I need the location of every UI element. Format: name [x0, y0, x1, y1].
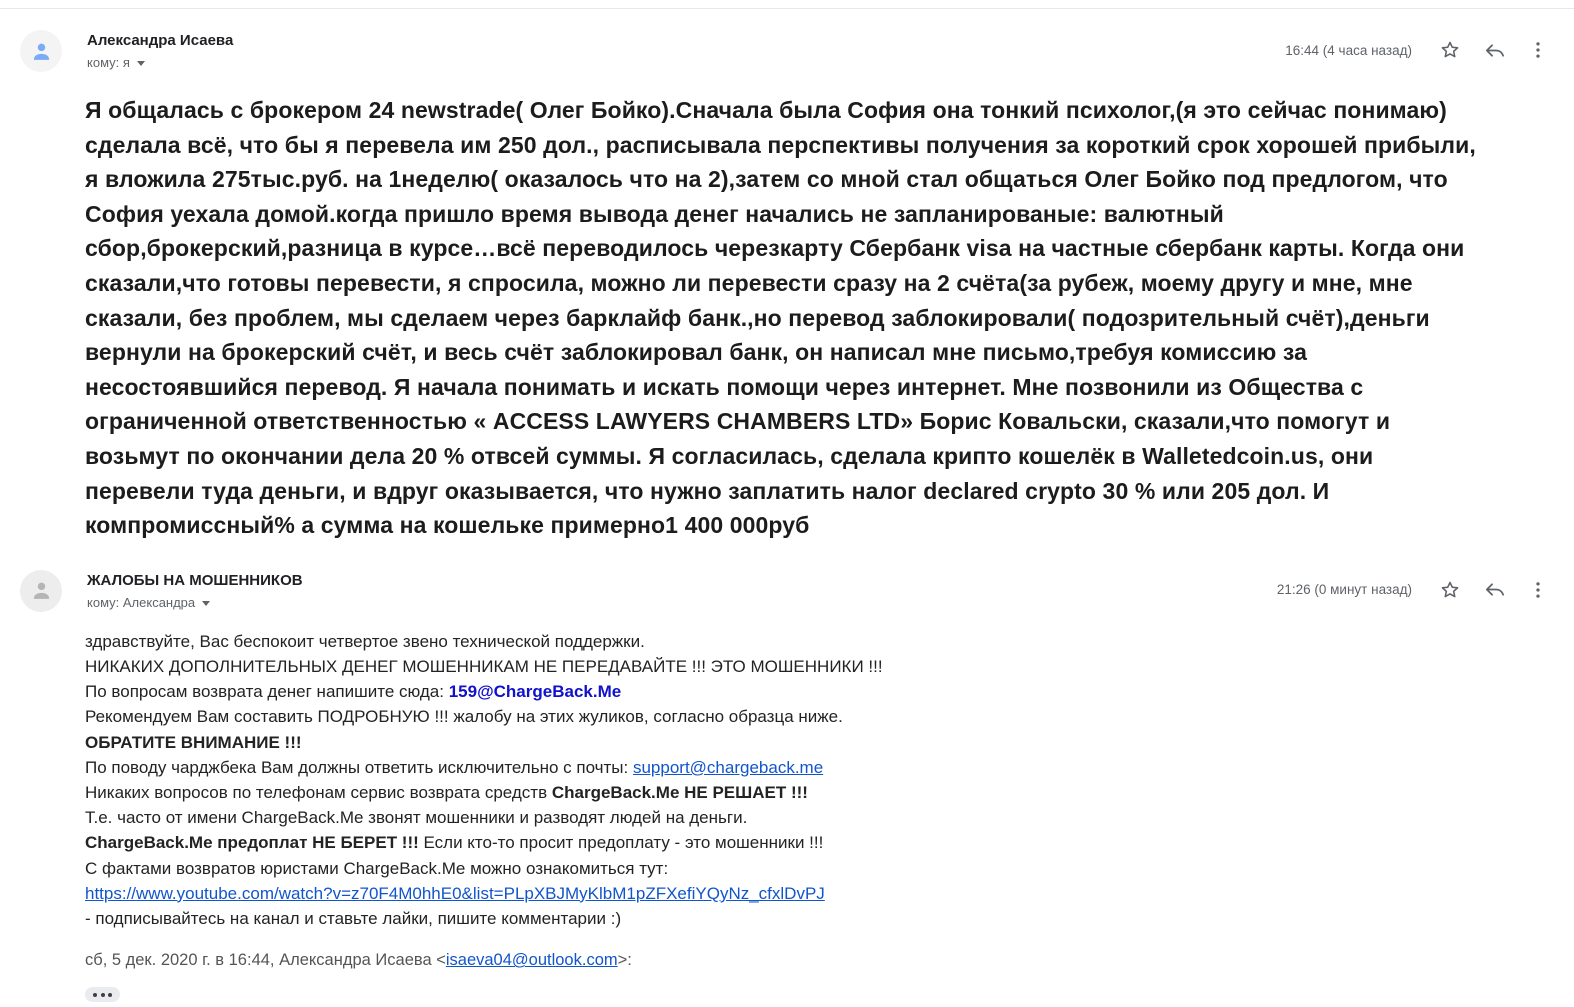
body-line: [85, 805, 1554, 830]
text-segment: ОБРАТИТЕ ВНИМАНИЕ !!!: [85, 732, 302, 752]
sender-avatar[interactable]: [20, 570, 62, 612]
body-line: [85, 704, 1554, 729]
text-segment: ChargeBack.Me НЕ РЕШАЕТ !!!: [551, 782, 808, 802]
body-line: возьмут по окончании дела 20 % отвсей суммы. Я согласилась, сделала крипто кошелёк в Walletedcoin.us, они: [85, 442, 1374, 469]
person-icon: [28, 577, 55, 604]
text-segment: НИКАКИХ ДОПОЛНИТЕЛЬНЫХ ДЕНЕГ МОШЕННИКАМ НЕ ПЕРЕДАВАЙТЕ !!! ЭТО МОШЕННИКИ !!!: [85, 656, 883, 676]
body-line: [85, 679, 1554, 704]
body-line: Я общалась с брокером 24 newstrade( Олег Бойко).Сначала была София она тонкий психолог,(я это сейчас понимаю): [85, 97, 1447, 123]
body-line: [85, 881, 1554, 906]
message-header: [0, 570, 1574, 612]
text-segment: сб, 5 дек. 2020 г. в 16:44, Александра Исаева <: [85, 951, 446, 970]
body-line: несостоявшийся перевод. Я начала понимать и искать помощи через интернет. Мне позвонили из Общества с: [85, 373, 1364, 400]
body-line: я вложила 275тыс.руб. на 1неделю( оказалось что на 2),затем со мной стал общаться Олег Бойко под предлогом, что: [85, 166, 1448, 193]
body-line: [85, 755, 1554, 780]
link[interactable]: isaeva04@outlook.com: [445, 951, 618, 970]
message-timestamp: 16:44 (4 часа назад): [1285, 42, 1412, 58]
body-line: сделала всё, что бы я перевела им 250 дол., расписывала перспективы получения за короткий срок хорошей прибыли,: [85, 131, 1476, 158]
sender-name: ЖАЛОБЫ НА МОШЕННИКОВ: [87, 571, 303, 589]
sender-block: [87, 570, 303, 612]
email-message-1: [0, 30, 1574, 543]
text-segment: Если кто-то просит предоплату - это мошенники !!!: [418, 833, 824, 853]
body-line: [85, 830, 1554, 855]
body-line: [85, 629, 1554, 654]
recipient-label: кому: Александра: [87, 594, 196, 610]
sender-name: Александра Исаева: [87, 32, 234, 49]
reply-button[interactable]: [1472, 576, 1516, 604]
body-line: сказали,что готовы перевести, я спросила, можно ли перевести сразу на 2 счёта(за рубеж, моему другу и мне, мне: [85, 269, 1413, 296]
body-line: София уехала домой.когда пришло время вывода денег начались не запланированые: валютный: [85, 200, 1224, 227]
body-line: ограниченной ответственностью « ACCESS LAWYERS CHAMBERS LTD» Борис Ковальски, сказали,что помогут и: [85, 408, 1391, 435]
chevron-down-icon: [202, 601, 210, 606]
header-actions: [1277, 570, 1560, 604]
reply-button[interactable]: [1472, 36, 1516, 64]
kebab-menu-icon: [1527, 39, 1549, 61]
star-button[interactable]: [1428, 576, 1472, 604]
text-segment: ChargeBack.Me предоплат НЕ БЕРЕТ !!!: [85, 833, 419, 853]
email-message-2: [0, 570, 1574, 1002]
text-segment: По поводу чарджбека Вам должны ответить исключительно с почты:: [85, 757, 633, 777]
recipient-dropdown[interactable]: [87, 594, 303, 612]
link[interactable]: 159@ChargeBack.Me: [448, 682, 622, 702]
body-line: [85, 654, 1554, 679]
ellipsis-icon: [93, 993, 97, 997]
header-actions: [1285, 30, 1560, 64]
kebab-menu-icon: [1527, 579, 1549, 601]
text-segment: здравствуйте, Вас беспокоит четвертое звено технической поддержки.: [85, 631, 645, 651]
star-button[interactable]: [1428, 36, 1472, 64]
body-line: сбор,брокерский,разница в курсе…всё переводилось черезкарту Сбербанк visa на частные сбербанк карты. Когда они: [85, 235, 1465, 262]
body-line: сказали, без проблем, мы сделаем через барклайф банк.,но перевод заблокировали( подозрительный счёт),деньги: [85, 304, 1430, 331]
text-segment: Никаких вопросов по телефонам сервис возврата средств: [85, 782, 552, 802]
reply-icon: [1483, 39, 1506, 62]
message-timestamp: 21:26 (0 минут назад): [1276, 582, 1412, 598]
link[interactable]: https://www.youtube.com/watch?v=z70F4M0hhE0&list=PLpXBJMyKlbM1pZFXefiYQyNz_cfxlDvPJ: [85, 883, 825, 903]
person-icon: [28, 38, 55, 65]
text-segment: - подписывайтесь на канал и ставьте лайки, пишите комментарии :): [85, 908, 622, 928]
thread-top-divider: [0, 8, 1574, 9]
quoted-message-attribution: [85, 948, 1554, 972]
reply-icon: [1483, 578, 1506, 601]
sender-block: [87, 30, 233, 72]
text-segment: Рекомендуем Вам составить ПОДРОБНУЮ !!! жалобу на этих жуликов, согласно образца ниже.: [85, 707, 843, 727]
text-segment: С фактами возвратов юристами ChargeBack.Me можно ознакомиться тут:: [85, 858, 669, 878]
body-line: вернули на брокерский счёт, и весь счёт заблокировал банк, он написал мне письмо,требуя комиссию за: [85, 339, 1307, 366]
show-trimmed-content-button[interactable]: [85, 987, 120, 1002]
body-line: [85, 856, 1554, 881]
text-segment: >:: [617, 951, 632, 970]
body-line: [85, 730, 1554, 755]
message-body: [85, 629, 1554, 931]
body-line: [85, 780, 1554, 805]
more-options-button[interactable]: [1516, 36, 1560, 64]
star-icon: [1439, 39, 1461, 61]
chevron-down-icon: [137, 61, 145, 66]
recipient-label: кому: я: [87, 55, 130, 70]
body-line: компромиссный% а сумма на кошельке примерно1 400 000руб: [85, 512, 810, 539]
body-line: [85, 906, 1554, 931]
message-body: [85, 93, 1554, 543]
body-line: перевели туда деньги, и вдруг оказывается, что нужно заплатить налог declared crypto 30 % или 205 дол. И: [85, 477, 1330, 504]
text-segment: Т.е. часто от имени ChargeBack.Me звонят мошенники и разводят людей на деньги.: [85, 808, 748, 828]
message-header: [0, 30, 1574, 72]
text-segment: По вопросам возврата денег напишите сюда:: [85, 682, 449, 702]
more-options-button[interactable]: [1516, 576, 1560, 604]
link[interactable]: support@chargeback.me: [632, 757, 824, 777]
recipient-dropdown[interactable]: [87, 54, 233, 72]
star-icon: [1439, 579, 1461, 601]
sender-avatar[interactable]: [20, 30, 62, 72]
